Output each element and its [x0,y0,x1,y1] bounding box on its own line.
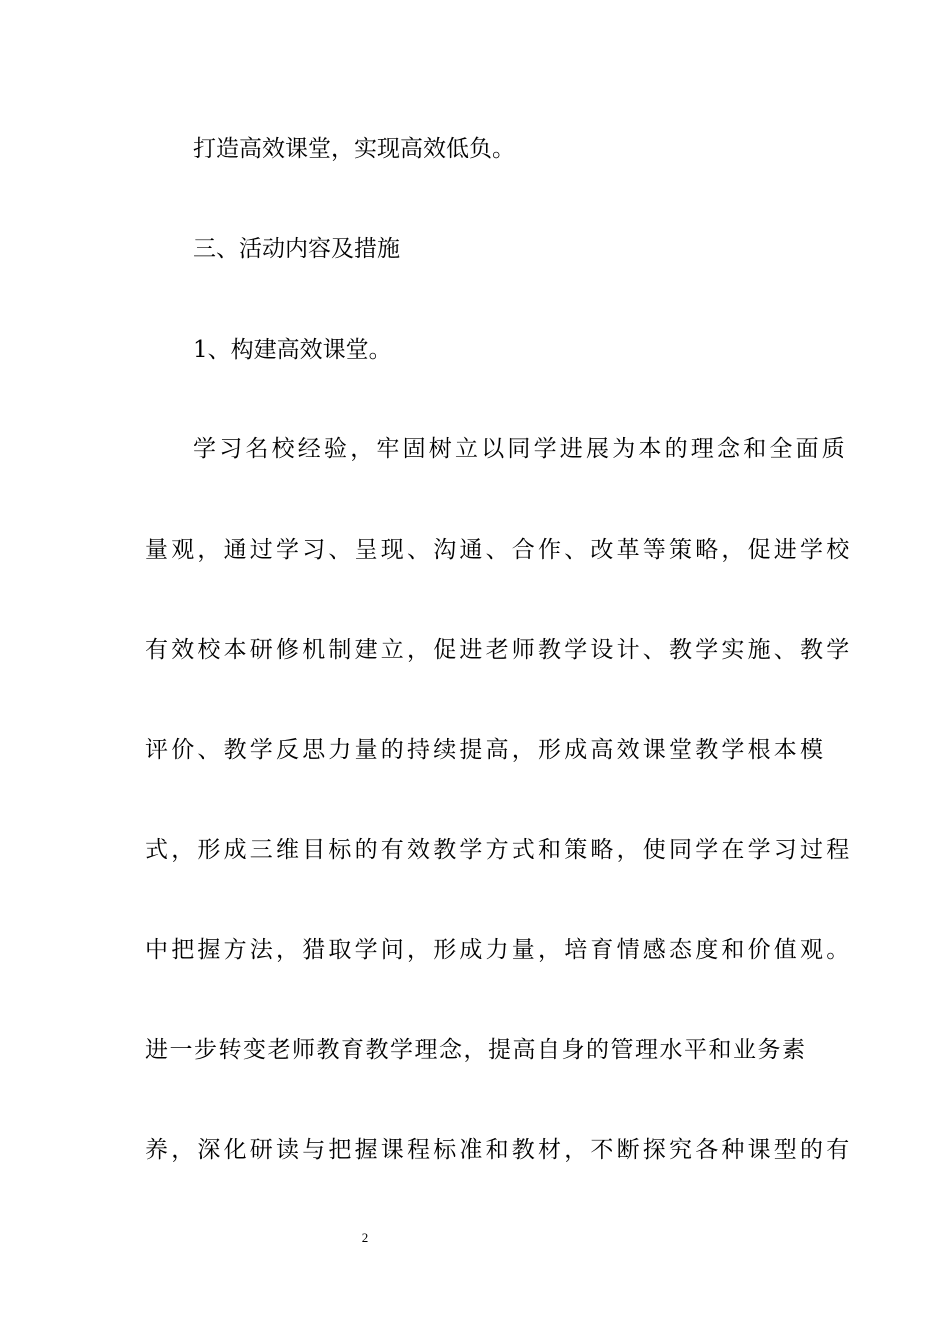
page-number: 2 [361,1230,369,1245]
text-line: 学习名校经验，牢固树立以同学进展为本的理念和全面质 [193,436,848,462]
text-line: 养，深化研读与把握课程标准和教材，不断探究各种课型的有 [145,1137,853,1163]
text-line: 打造高效课堂，实现高效低负。 [193,136,515,162]
subsection-heading: 1、构建高效课堂。 [193,337,392,363]
text-line: 式，形成三维目标的有效教学方式和策略，使同学在学习过程 [145,837,853,863]
text-line: 进一步转变老师教育教学理念，提高自身的管理水平和业务素 [145,1037,807,1063]
text-line: 中把握方法，猎取学问，形成力量，培育情感态度和价值观。 [145,937,853,963]
text-line: 评价、教学反思力量的持续提高，形成高效课堂教学根本模 [145,737,827,763]
text-line: 有效校本研修机制建立，促进老师教学设计、教学实施、教学 [145,637,853,663]
section-heading: 三、活动内容及措施 [193,236,400,262]
text-line: 量观，通过学习、呈现、沟通、合作、改革等策略，促进学校 [145,537,853,563]
